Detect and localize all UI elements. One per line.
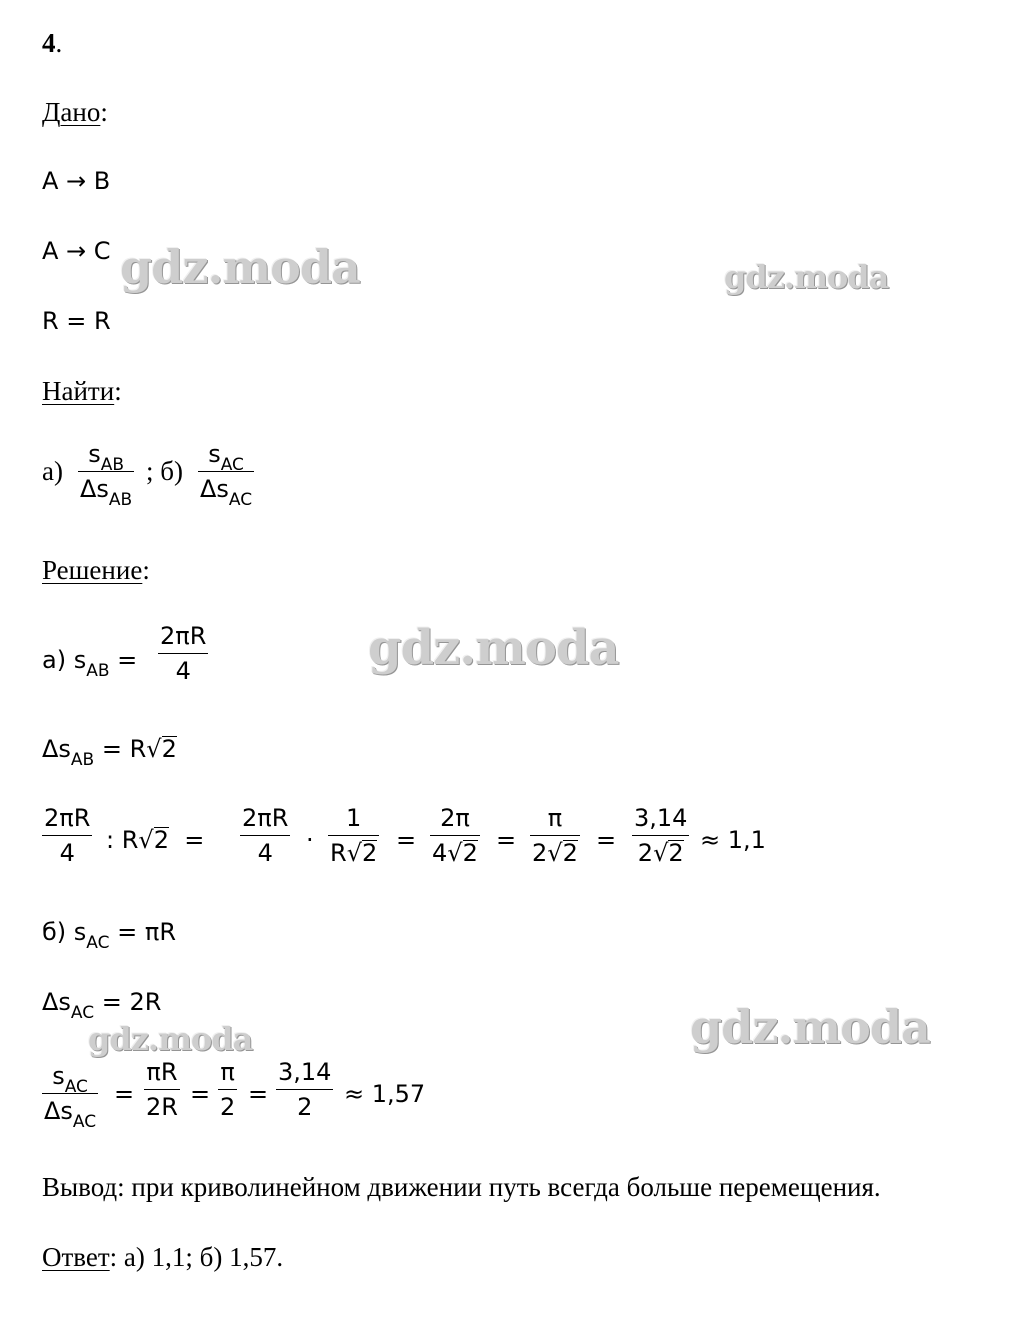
solution-b-line: б) $s_{AC} = \pi R$ — [42, 918, 177, 953]
calc-a-eq: = — [596, 826, 617, 854]
find-a-prefix: а) — [42, 456, 63, 486]
calc-b-eq: = — [190, 1080, 211, 1108]
watermark: gdz.moda — [88, 1020, 253, 1058]
calc-a-fraction-3: 1 R√2 — [330, 804, 378, 867]
watermark: gdz.moda — [724, 258, 889, 296]
calc-a-fraction-6: 3,14 2√2 — [634, 804, 688, 867]
calc-b-fraction-3: π 2 — [220, 1058, 236, 1121]
calc-b-fraction-2: πR 2R — [146, 1058, 178, 1121]
task-number: 4. — [42, 28, 63, 58]
solution-a-line: а) $s_{AB}$ = — [42, 646, 138, 681]
given-line: A → B — [42, 167, 111, 195]
calc-a-eq: = — [396, 826, 417, 854]
watermark: gdz.moda — [690, 1000, 930, 1054]
calc-b-eq: = — [248, 1080, 269, 1108]
ds-ac-line: $\Delta s_{AC} = 2R$ — [42, 988, 162, 1023]
calc-b-fraction-1: $s_{AC}$ $\Delta s_{AC}$ — [44, 1062, 97, 1132]
calc-b-result: ≈ 1,57 — [344, 1080, 426, 1108]
calc-a-fraction-4: 2π 4√2 — [432, 804, 478, 867]
answer-text: Ответ: а) 1,1; б) 1,57. — [42, 1242, 284, 1272]
find-heading: Найти: — [42, 376, 122, 406]
find-fraction-a: $s_{AB}$ $\Delta s_{AB}$ — [80, 440, 133, 510]
calc-a-divide: : R√2 = — [106, 826, 205, 854]
calc-b-eq: = — [114, 1080, 135, 1108]
watermark: gdz.moda — [368, 620, 619, 676]
calc-b-fraction-4: 3,14 2 — [278, 1058, 332, 1121]
ds-ab-line: $\Delta s_{AB} = R√2$ — [42, 735, 177, 770]
find-fraction-b: $s_{AC}$ $\Delta s_{AC}$ — [200, 440, 253, 510]
conclusion-text: Вывод: при криволинейном движении путь всегда больше перемещения. — [42, 1172, 881, 1202]
given-line: A → C — [42, 237, 111, 265]
calc-a-result: ≈ 1,1 — [700, 826, 766, 854]
calc-a-fraction-1: 2πR 4 — [44, 804, 91, 867]
given-heading: Дано: — [42, 97, 108, 127]
watermark: gdz.moda — [120, 240, 360, 294]
calc-a-eq: = — [496, 826, 517, 854]
calc-a-dot: · — [306, 826, 314, 854]
find-separator: ; б) — [146, 456, 183, 486]
calc-a-fraction-2: 2πR 4 — [242, 804, 289, 867]
calc-a-fraction-5: π 2√2 — [532, 804, 578, 867]
solution-heading: Решение: — [42, 555, 150, 585]
sab-fraction: 2πR 4 — [160, 622, 207, 685]
given-line: R = R — [42, 307, 111, 335]
